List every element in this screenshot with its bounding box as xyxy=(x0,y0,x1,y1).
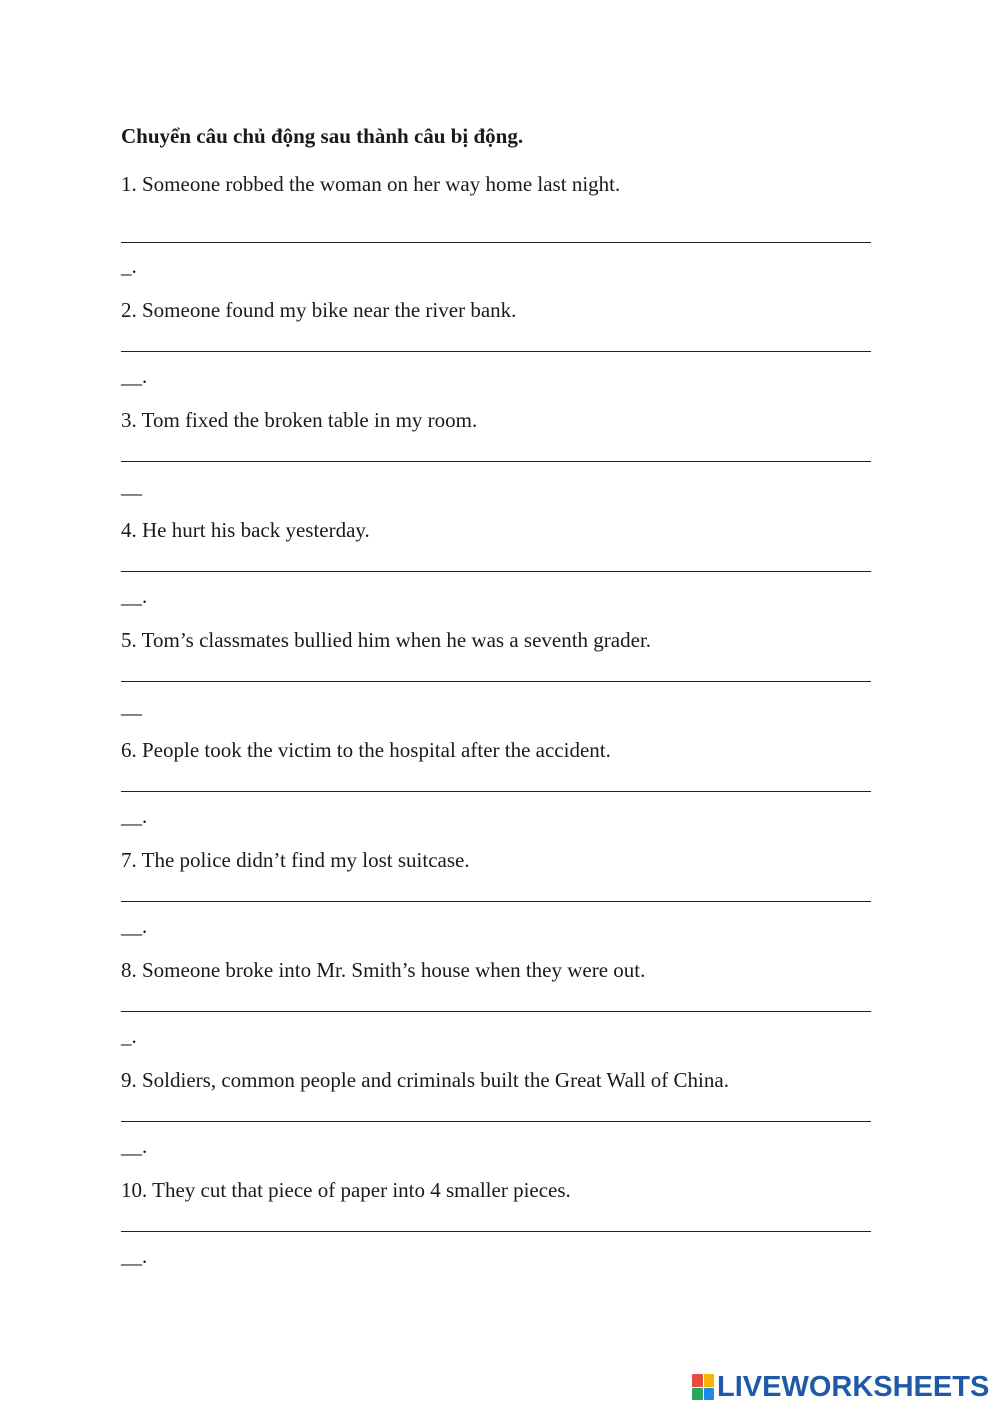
answer-line-6[interactable] xyxy=(121,791,871,792)
logo-square-yellow xyxy=(704,1374,715,1387)
question-7: 7. The police didn’t find my lost suitcase. xyxy=(121,848,470,872)
question-3: 3. Tom fixed the broken table in my room. xyxy=(121,408,478,432)
answer-line-1[interactable] xyxy=(121,242,871,243)
logo-square-red xyxy=(692,1374,703,1387)
answer-line-8[interactable] xyxy=(121,1011,871,1012)
question-10: 10. They cut that piece of paper into 4 smaller pieces. xyxy=(121,1178,571,1202)
answer-tail-1: _. xyxy=(121,254,137,278)
answer-tail-9: __. xyxy=(121,1134,148,1158)
worksheet-title: Chuyển câu chủ động sau thành câu bị động. xyxy=(121,124,524,148)
answer-tail-2: __. xyxy=(121,364,148,388)
answer-line-9[interactable] xyxy=(121,1121,871,1122)
logo-square-blue xyxy=(704,1388,715,1401)
answer-tail-5: __ xyxy=(121,694,142,718)
answer-line-7[interactable] xyxy=(121,901,871,902)
question-6: 6. People took the victim to the hospital after the accident. xyxy=(121,738,611,762)
answer-line-5[interactable] xyxy=(121,681,871,682)
question-2: 2. Someone found my bike near the river bank. xyxy=(121,298,517,322)
logo-text: LIVEWORKSHEETS xyxy=(717,1371,990,1403)
answer-tail-4: __. xyxy=(121,584,148,608)
answer-tail-7: __. xyxy=(121,914,148,938)
question-5: 5. Tom’s classmates bullied him when he was a seventh grader. xyxy=(121,628,652,652)
question-8: 8. Someone broke into Mr. Smith’s house when they were out. xyxy=(121,958,646,982)
question-4: 4. He hurt his back yesterday. xyxy=(121,518,370,542)
liveworksheets-icon xyxy=(692,1374,714,1400)
liveworksheets-logo[interactable] xyxy=(692,1372,989,1402)
answer-line-10[interactable] xyxy=(121,1231,871,1232)
answer-tail-10: __. xyxy=(121,1244,148,1268)
answer-tail-3: __ xyxy=(121,474,142,498)
question-9: 9. Soldiers, common people and criminals built the Great Wall of China. xyxy=(121,1068,729,1092)
answer-line-4[interactable] xyxy=(121,571,871,572)
answer-line-2[interactable] xyxy=(121,351,871,352)
answer-line-3[interactable] xyxy=(121,461,871,462)
logo-square-green xyxy=(692,1388,703,1401)
answer-tail-6: __. xyxy=(121,804,148,828)
question-1: 1. Someone robbed the woman on her way home last night. xyxy=(121,172,621,196)
answer-tail-8: _. xyxy=(121,1024,137,1048)
